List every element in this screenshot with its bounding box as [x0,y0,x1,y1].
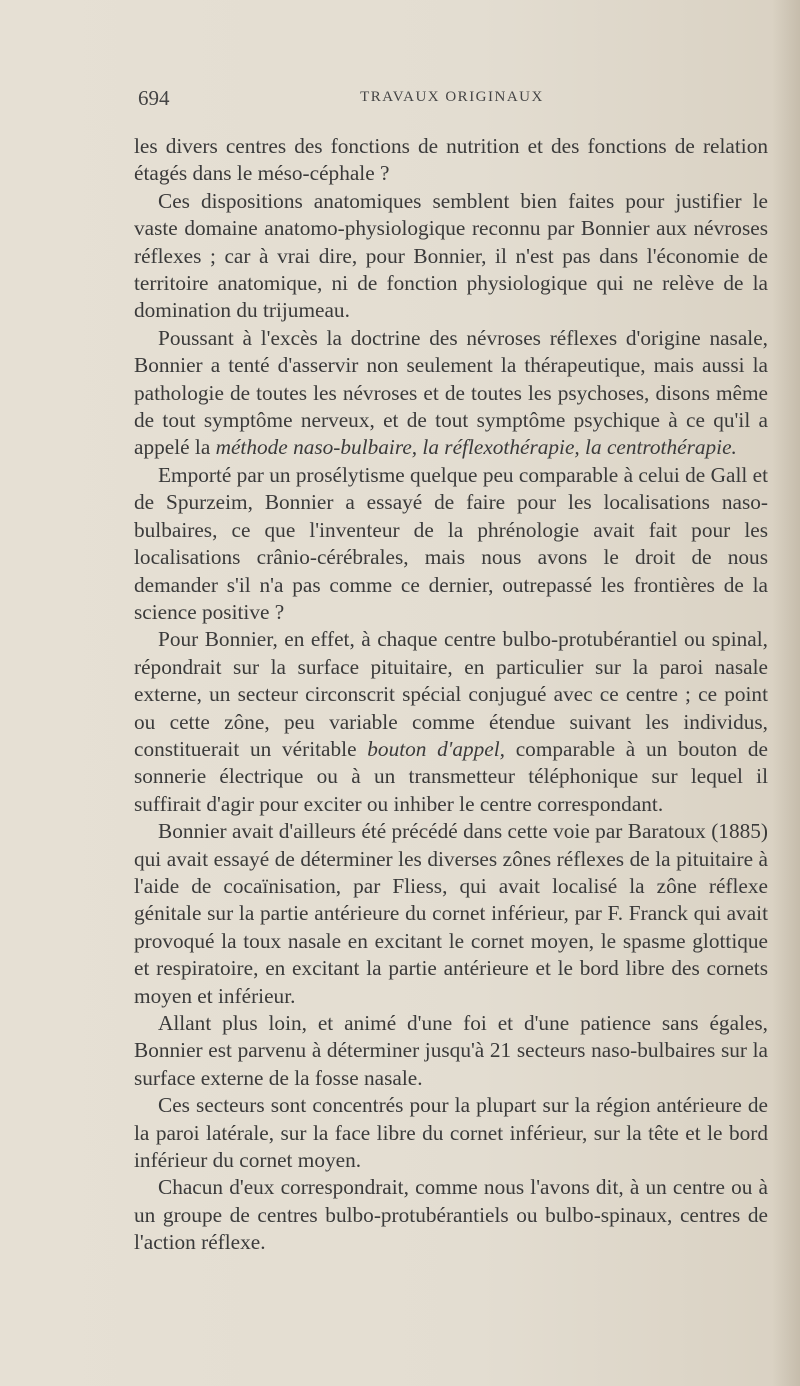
paragraph [134,133,768,188]
page-header [138,86,766,114]
italic-text-run: bouton d'appel, [367,736,505,761]
text-run: Chacun d'eux correspondrait, comme nous l'avons dit, à un centre ou à un groupe de centres bulbo-protubérantiels ou bulbo-spinaux, centres de l'action réflexe. [134,1175,768,1255]
paragraph [134,325,768,462]
text-run: Bonnier avait d'ailleurs été précédé dans cette voie par Baratoux (1885) qui avait essayé de déterminer les diverses zônes réflexes de la pituitaire à l'aide de cocaïnisation, par Fliess, qui avait localisé la zône réflexe génitale sur la partie antérieure du cornet inférieur, par F. Franck qui avait provoqué la toux nasale en excitant le cornet moyen, le spasme glottique et respiratoire, en excitant la partie antérieure et le bord libre des cornets moyen et inférieur. [134,819,768,1008]
italic-text-run: méthode naso-bulbaire, la réflexothérapie, la centrothérapie. [215,435,737,460]
paragraph [134,626,768,818]
text-run: comparable à un bouton de sonnerie électrique ou à un transmetteur téléphonique sur lequel il suffirait d'agir pour exciter ou inhiber le centre correspondant. [134,736,768,816]
body-text [134,133,768,1257]
text-run: Poussant à l'excès la doctrine des névroses réflexes d'origine nasale, Bonnier a tenté d'asservir non seulement la thérapeutique, mais aussi la pathologie de toutes les névroses et de toutes les psychoses, disons même de tout symptôme nerveux, et de tout symptôme psychique à ce qu'il a appelé la [134,325,768,460]
page-edge-shadow [772,0,800,1386]
text-run: Allant plus loin, et animé d'une foi et d'une patience sans égales, Bonnier est parvenu à déterminer jusqu'à 21 secteurs naso-bulbaires sur la surface externe de la fosse nasale. [134,1011,768,1090]
running-head: TRAVAUX ORIGINAUX [360,89,544,105]
text-run: Emporté par un prosélytisme quelque peu comparable à celui de Gall et de Spurzeim, Bonnier a essayé de faire pour les localisations naso-bulbaires, ce que l'inventeur de la phrénologie avait fait pour les localisations crânio-cérébrales, mais nous avons le droit de nous demander s'il n'a pas comme ce dernier, outrepassé les frontières de la science positive ? [134,462,768,624]
text-run: Ces dispositions anatomiques semblent bien faites pour justifier le vaste domaine anatomo-physiologique reconnu par Bonnier aux névroses réflexes ; car à vrai dire, pour Bonnier, il n'est pas dans l'économie de territoire anatomique, ni de fonction physiologique qui ne relève de la domination du trijumeau. [134,188,768,323]
page-number: 694 [138,86,170,110]
text-run: les divers centres des fonctions de nutrition et des fonctions de relation étagés dans le méso-céphale ? [134,134,768,186]
paragraph [134,462,768,626]
paragraph [134,1174,768,1256]
text-run: Pour Bonnier, en effet, à chaque centre bulbo-protubérantiel ou spinal, répondrait sur la surface pituitaire, en particulier sur la paroi nasale externe, un secteur circonscrit spécial conjugué avec ce centre ; ce point ou cette zône, peu variable comme étendue suivant les individus, constituerait un véritable [134,627,768,761]
paragraph [134,1010,768,1092]
paragraph [134,188,768,325]
text-run: Ces secteurs sont concentrés pour la plupart sur la région antérieure de la paroi latérale, sur la face libre du cornet inférieur, sur la tête et le bord inférieur du cornet moyen. [134,1093,768,1173]
paragraph [134,1092,768,1174]
paragraph [134,818,768,1010]
